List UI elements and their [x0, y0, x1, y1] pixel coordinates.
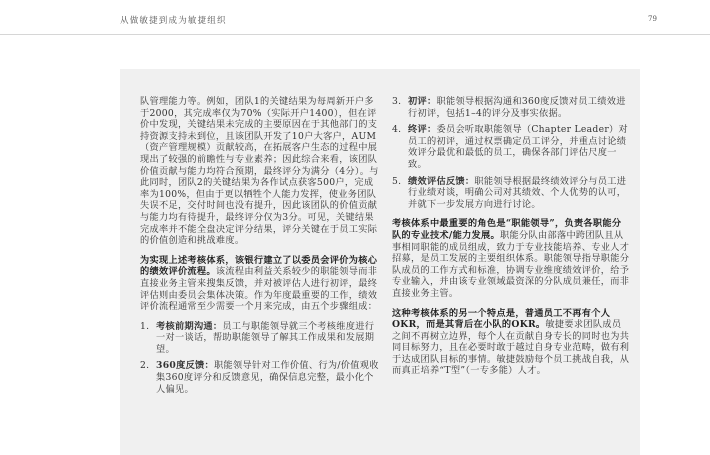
functional-leader-lead: 考核体系中最重要的角色是“职能领导”，负责各职能分队的专业技术/能力发展。 [392, 218, 622, 241]
step-number: 5. [392, 175, 402, 187]
team-okr-lead: 这种考核体系的另一个特点是，普通员工不再有个人OKR，而是其背后在小队的OKR。 [392, 307, 611, 331]
process-step [392, 176, 630, 211]
committee-process-lead: 为实现上述考核体系，该银行建立了以委员会评价为核心的绩效评价流程。 [140, 254, 378, 278]
step-term: 初评： [408, 96, 437, 107]
step-text [408, 124, 630, 170]
process-steps-list-left [140, 321, 380, 396]
step-text [408, 96, 630, 119]
right-column [392, 96, 630, 385]
step-description: 职能领导根据最终绩效评分与员工进行业绩对谈，明确公司对其绩效、个人优势的认可，并就下一步发展方向进行讨论。 [408, 175, 627, 210]
step-text [156, 321, 380, 356]
step-number: 3. [392, 96, 402, 107]
process-step [392, 96, 630, 119]
step-description: 职能领导针对工作价值、行为/价值观收集360度评分和反馈意见，确保信息完整，最小化个人偏见。 [156, 360, 379, 395]
process-step [140, 321, 380, 356]
paragraph-functional-leader [392, 218, 630, 299]
paragraph-committee-process [140, 255, 380, 313]
committee-process-body: 该流程由利益关系较少的职能领导而非直接业务主管来搜集反馈，并对被评估人进行初评，最终评估则由委员会集体决策。作为年度最重要的工作，绩效评价流程通常至少需要一个月来完成，由五个步骤组成： [140, 266, 378, 313]
running-title: 从做敏捷到成为敏捷组织 [120, 16, 227, 26]
step-description: 委员会听取职能领导（Chapter Leader）对员工的初评，通过权票确定员工评分，并重点讨论绩效评分最优和最低的员工，确保各部门评估尺度一致。 [408, 124, 628, 170]
team-okr-body: 敏捷要求团队成员之间不再树立边界，每个人在贡献自身专长的同时也为共同目标努力，且在必要时敢于越过自身专业范畴，做有利于达成团队目标的事情。敏捷鼓励每个员工挑战自我，从而真正培养“T型”（一专多能）人才。 [392, 319, 630, 377]
step-number: 2. [140, 360, 150, 372]
functional-leader-body: 职能分队由部落中跨团队且从事相同职能的成员组成，致力于专业技能培养、专业人才招募，是员工发展的主要组织体系。职能领导指导职能分队成员的工作方式和标准，协调专业维度绩效评价，给予专业输入，并由该专业领域最资深的分队成员兼任，而非直接业务主管。 [392, 229, 630, 299]
step-number: 1. [140, 320, 150, 332]
step-term: 考核前期沟通： [156, 320, 223, 332]
step-text [156, 360, 380, 395]
step-text [408, 176, 630, 211]
page-header [0, 0, 710, 35]
paragraph-evaluation-example: 队管理能力等。例如，团队1的关键结果为每周新开户多于2000，其完成率仅为70%（实际开户1400），但在评价中发现，关键结果未完成的主要原因在于其他部门的支持资源支持未到位，且该团队开发了10户大客户，AUM（资产管理规模）贡献较高，在拓展客户生态的过程中展现出了较强的前瞻性与专业素养；因此综合来看，该团队价值贡献与能力均符合预期，最终评分为满分（4分）。与此同时，团队2的关键结果为各作试点获客500户，完成率为100%，但由于更以牺牲个人能力发挥，使业务团队失误不足，交付时间也没有提升，因此该团队的价值贡献与能力均有待提升，最终评分仅为3分。可见，关键结果完成率并不能全盘决定评分结果，评分关键在于员工实际的价值创造和挑战难度。 [140, 96, 379, 247]
step-term: 终评： [408, 124, 437, 136]
paragraph-team-okr [392, 308, 630, 378]
step-term: 360度反馈： [156, 360, 215, 372]
step-number: 4. [392, 124, 402, 136]
process-step [392, 124, 630, 170]
process-step [140, 360, 380, 395]
step-description: 员工与职能领导就三个考核维度进行一对一谈话，帮助职能领导了解其工作成果和发展期望。 [156, 320, 375, 355]
page-number: 79 [648, 15, 657, 23]
step-description: 职能领导根据沟通和360度反馈对员工绩效进行初评，包括1–4的评分及事实依据。 [408, 96, 626, 119]
left-column [140, 96, 380, 403]
process-steps-list-right [392, 96, 630, 210]
step-term: 绩效评估反馈： [408, 175, 475, 187]
